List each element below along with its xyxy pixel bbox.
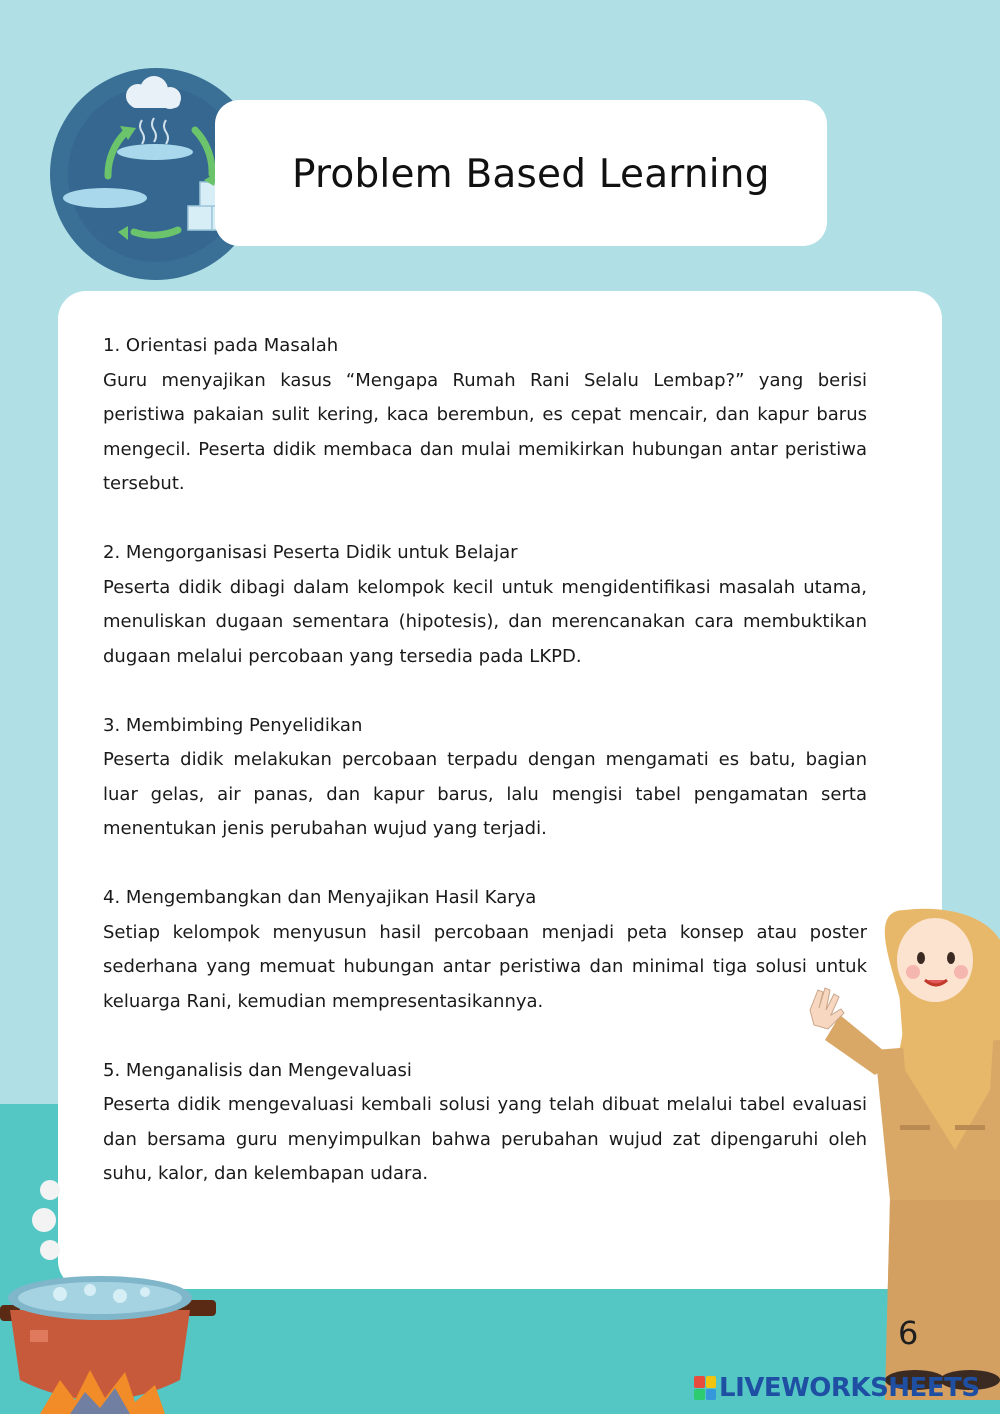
content-body — [103, 329, 867, 1226]
page-title: Problem Based Learning — [292, 152, 770, 197]
section-heading: 5. Menganalisis dan Mengevaluasi — [103, 1059, 412, 1081]
section-body: Peserta didik melakukan percobaan terpadu dengan mengamati es batu, bagian luar gelas, air panas, dan kapur barus, lalu mengisi tabel pengamatan serta menentukan jenis perubahan wujud yang terjadi. — [103, 749, 867, 839]
liveworksheets-brand[interactable] — [694, 1373, 980, 1403]
section-presenting — [103, 881, 867, 1019]
page-number: 6 — [898, 1314, 919, 1352]
section-body: Guru menyajikan kasus “Mengapa Rumah Rani Selalu Lembap?” yang berisi peristiwa pakaian sulit kering, kaca berembun, es cepat mencair, dan kapur barus mengecil. Peserta didik membaca dan mulai memikirkan hubungan antar peristiwa tersebut. — [103, 369, 867, 494]
section-body: Peserta didik mengevaluasi kembali solusi yang telah dibuat melalui tabel evaluasi dan bersama guru menyimpulkan bahwa perubahan wujud zat dipengaruhi oleh suhu, kalor, dan kelembapan udara. — [103, 1094, 867, 1184]
section-orientation — [103, 329, 867, 502]
boiling-pot-illustration — [0, 1180, 230, 1414]
section-heading: 2. Mengorganisasi Peserta Didik untuk Belajar — [103, 542, 518, 563]
section-heading: 1. Orientasi pada Masalah — [103, 335, 339, 356]
liveworksheets-logo-icon — [694, 1376, 716, 1400]
section-investigation — [103, 709, 867, 847]
brand-name: LIVEWORKSHEETS — [719, 1373, 980, 1403]
section-body: Setiap kelompok menyusun hasil percobaan menjadi peta konsep atau poster sederhana yang memuat hubungan antar peristiwa dan minimal tiga solusi untuk keluarga Rani, kemudian mempresentasikannya. — [103, 921, 867, 1012]
section-heading: 4. Mengembangkan dan Menyajikan Hasil Karya — [103, 887, 537, 908]
section-body: Peserta didik dibagi dalam kelompok kecil untuk mengidentifikasi masalah utama, menuliskan dugaan sementara (hipotesis), dan merencanakan cara membuktikan dugaan melalui percobaan yang tersedia pada LKPD. — [103, 576, 867, 667]
section-organizing — [103, 536, 867, 674]
section-heading: 3. Membimbing Penyelidikan — [103, 714, 363, 736]
section-evaluating — [103, 1054, 867, 1192]
